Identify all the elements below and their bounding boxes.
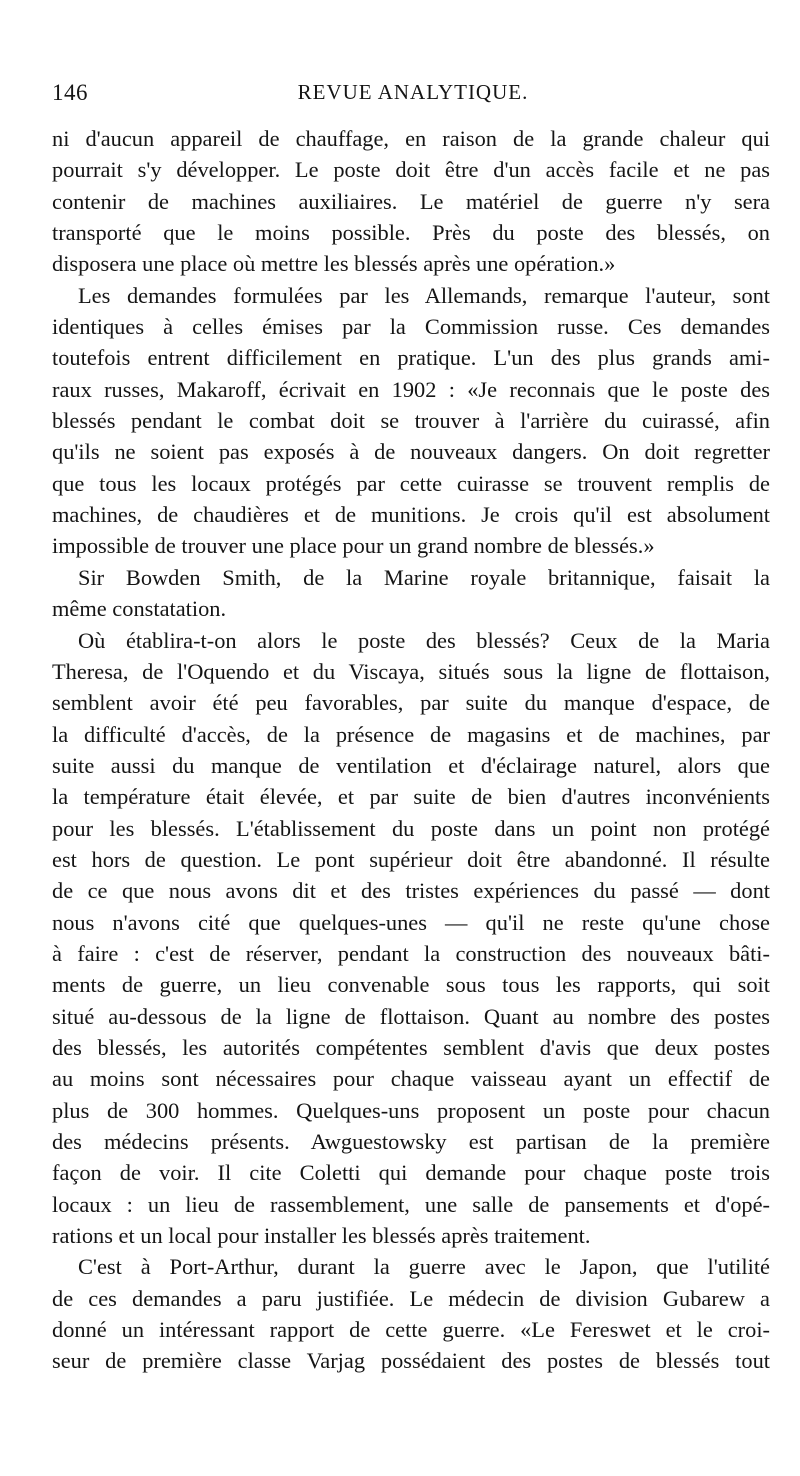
text-line: donné un intéressant rapport de cette guerre. «Le Fereswet et le croi- <box>52 1317 770 1343</box>
text-line: rations et un local pour installer les blessés après traitement. <box>52 1223 591 1249</box>
text-line: ni d'aucun appareil de chauffage, en raison de la grande chaleur qui <box>52 126 770 151</box>
text-line: la température était élevée, et par suite de bien d'autres inconvénients <box>52 784 770 810</box>
text-line: seur de première classe Varjag possédaient des postes de blessés tout <box>52 1348 770 1374</box>
text-line: pour les blessés. L'établissement du poste dans un point non protégé <box>52 815 770 841</box>
running-head: REVUE ANALYTIQUE. <box>297 80 529 104</box>
page-number: 146 <box>52 80 88 105</box>
text-line: Où établira-t-on alors le poste des blessés? Ceux de la Maria <box>78 627 770 653</box>
text-line: que tous les locaux protégés par cette cuirasse se trouvent remplis de <box>52 470 770 496</box>
text-line: des médecins présents. Awguestowsky est partisan de la première <box>52 1129 770 1154</box>
text-line: même constatation. <box>52 596 227 622</box>
body-text <box>52 123 770 1377</box>
text-line: au moins sont nécessaires pour chaque vaisseau ayant un effectif de <box>52 1066 770 1092</box>
text-line: raux russes, Makaroff, écrivait en 1902 : «Je reconnais que le poste des <box>52 376 770 402</box>
text-line: qu'ils ne soient pas exposés à de nouveaux dangers. On doit regretter <box>52 439 770 465</box>
text-line: C'est à Port-Arthur, durant la guerre avec le Japon, que l'utilité <box>78 1254 770 1280</box>
text-line: contenir de machines auxiliaires. Le matériel de guerre n'y sera <box>52 188 770 214</box>
text-line: Theresa, de l'Oquendo et du Viscaya, situés sous la ligne de flottaison, <box>52 658 770 684</box>
text-line: situé au-dessous de la ligne de flottaison. Quant au nombre des postes <box>52 1003 770 1029</box>
text-line: des blessés, les autorités compétentes semblent d'avis que deux postes <box>52 1034 770 1060</box>
text-line: suite aussi du manque de ventilation et d'éclairage naturel, alors que <box>52 752 770 778</box>
text-line: pourrait s'y développer. Le poste doit être d'un accès facile et ne pas <box>52 157 770 183</box>
text-line: impossible de trouver une place pour un grand nombre de blessés.» <box>52 533 655 559</box>
text-line: façon de voir. Il cite Coletti qui demande pour chaque poste trois <box>52 1160 770 1186</box>
text-line: à faire : c'est de réserver, pendant la construction des nouveaux bâti- <box>52 940 770 966</box>
text-line: disposera une place où mettre les blessés après une opération.» <box>52 251 616 277</box>
text-line: la difficulté d'accès, de la présence de magasins et de machines, par <box>52 721 770 747</box>
text-line: locaux : un lieu de rassemblement, une salle de pansements et d'opé- <box>52 1191 770 1217</box>
text-line: nous n'avons cité que quelques-unes — qu'il ne reste qu'une chose <box>52 909 770 935</box>
text-line: Les demandes formulées par les Allemands, remarque l'auteur, sont <box>78 282 770 308</box>
page-header <box>52 80 774 114</box>
text-line: identiques à celles émises par la Commission russe. Ces demandes <box>52 314 770 340</box>
text-line: de ce que nous avons dit et des tristes expériences du passé — dont <box>52 878 770 904</box>
text-line: blessés pendant le combat doit se trouver à l'arrière du cuirassé, afin <box>52 408 770 434</box>
text-line: machines, de chaudières et de munitions. Je crois qu'il est absolument <box>52 502 770 528</box>
text-line: Sir Bowden Smith, de la Marine royale britannique, faisait la <box>78 564 770 590</box>
text-line: toutefois entrent difficilement en pratique. L'un des plus grands ami- <box>52 345 770 371</box>
text-line: est hors de question. Le pont supérieur doit être abandonné. Il résulte <box>52 846 770 872</box>
text-line: plus de 300 hommes. Quelques-uns proposent un poste pour chacun <box>52 1097 770 1123</box>
text-line: ments de guerre, un lieu convenable sous tous les rapports, qui soit <box>52 972 770 998</box>
text-line: de ces demandes a paru justifiée. Le médecin de division Gubarew a <box>52 1285 770 1311</box>
text-line: transporté que le moins possible. Près du poste des blessés, on <box>52 220 770 246</box>
text-line: semblent avoir été peu favorables, par suite du manque d'espace, de <box>52 690 770 716</box>
